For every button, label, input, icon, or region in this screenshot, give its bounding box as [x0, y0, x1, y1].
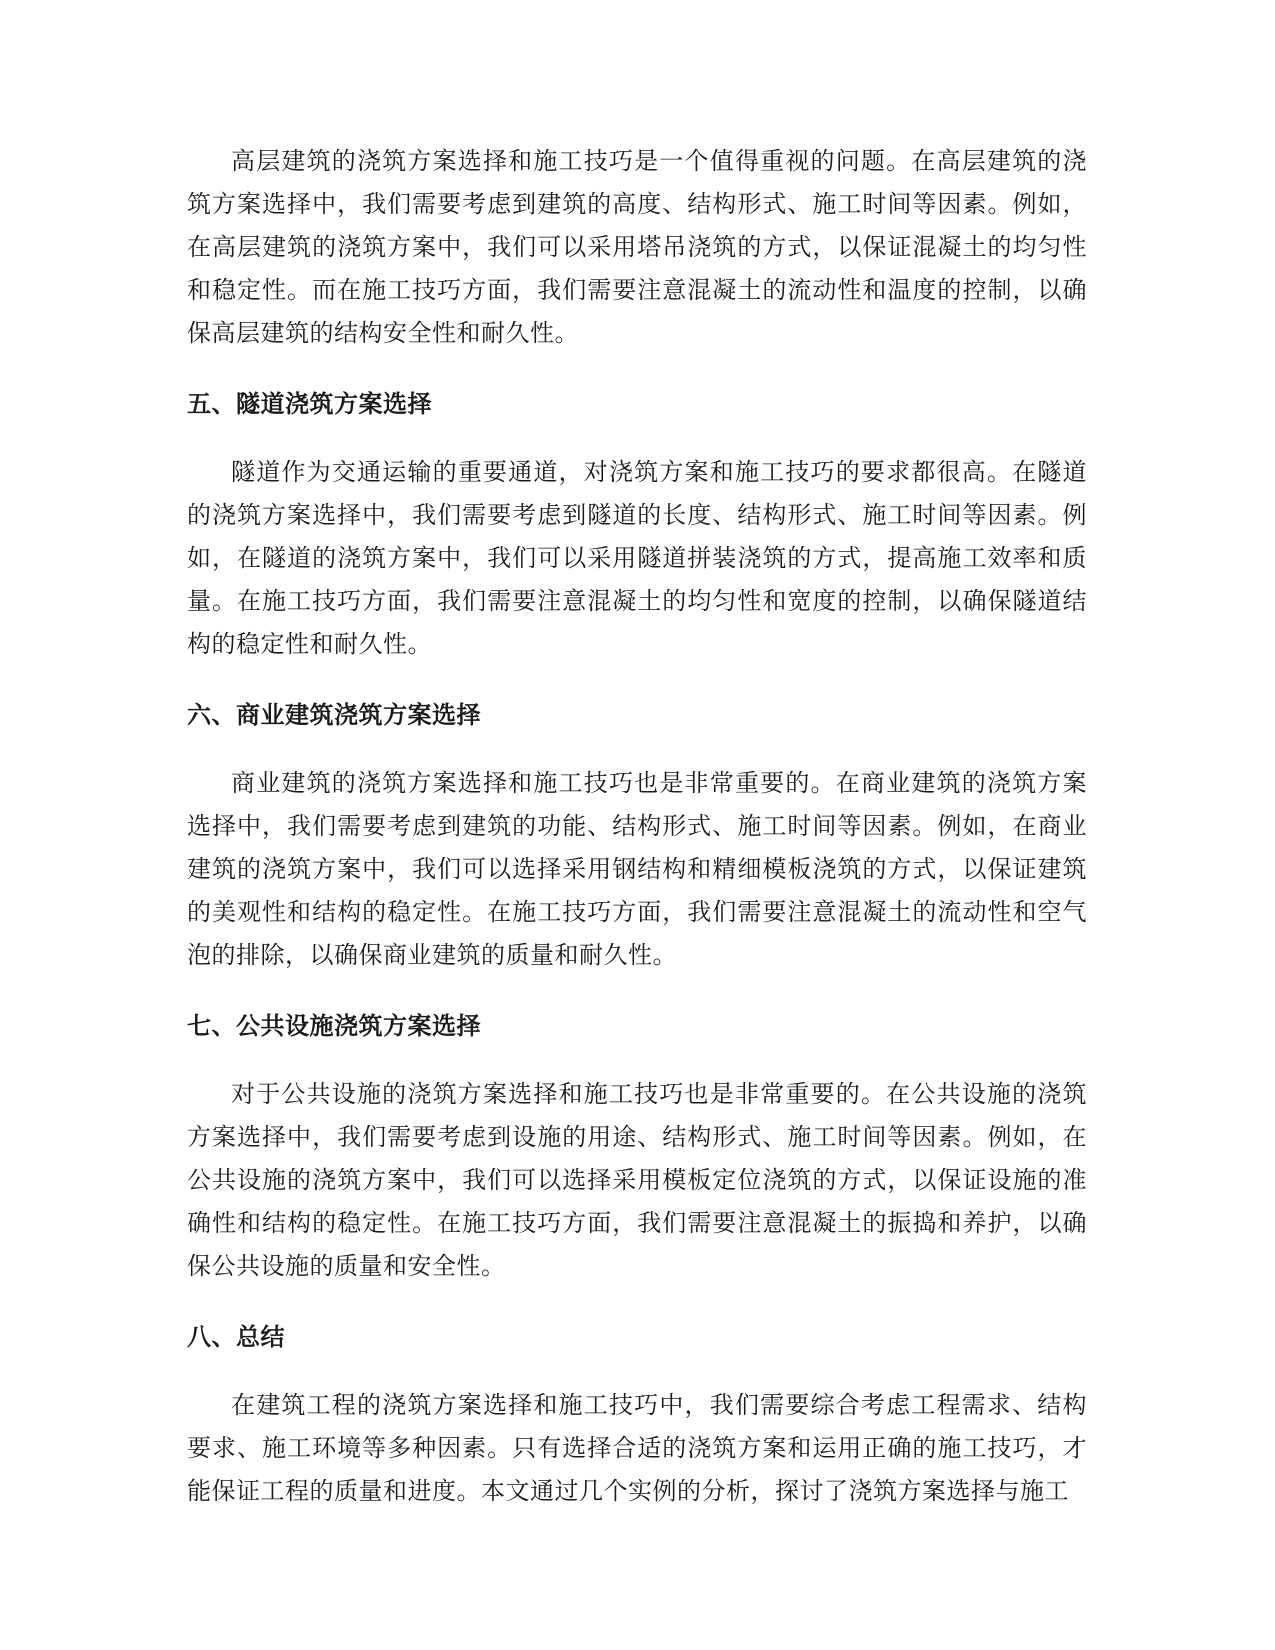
paragraph-public-facilities: 对于公共设施的浇筑方案选择和施工技巧也是非常重要的。在公共设施的浇筑方案选择中，我们需要考虑到设施的用途、结构形式、施工时间等因素。例如，在公共设施的浇筑方案中，我们可以选择采用模板定位浇筑的方式，以保证设施的准确性和结构的稳定性。在施工技巧方面，我们需要注意混凝土的振捣和养护，以确保公共设施的质量和安全性。: [187, 1080, 1087, 1280]
heading-summary: 八、总结: [187, 1323, 285, 1351]
paragraph-commercial: 商业建筑的浇筑方案选择和施工技巧也是非常重要的。在商业建筑的浇筑方案选择中，我们需要考虑到建筑的功能、结构形式、施工时间等因素。例如，在商业建筑的浇筑方案中，我们可以选择采用钢结构和精细模板浇筑的方式，以保证建筑的美观性和结构的稳定性。在施工技巧方面，我们需要注意混凝土的流动性和空气泡的排除，以确保商业建筑的质量和耐久性。: [187, 769, 1087, 969]
paragraph-tunnel: 隧道作为交通运输的重要通道，对浇筑方案和施工技巧的要求都很高。在隧道的浇筑方案选择中，我们需要考虑到隧道的长度、结构形式、施工时间等因素。例如，在隧道的浇筑方案中，我们可以采用隧道拼装浇筑的方式，提高施工效率和质量。在施工技巧方面，我们需要注意混凝土的均匀性和宽度的控制，以确保隧道结构的稳定性和耐久性。: [187, 458, 1087, 658]
paragraph-high-rise: 高层建筑的浇筑方案选择和施工技巧是一个值得重视的问题。在高层建筑的浇筑方案选择中，我们需要考虑到建筑的高度、结构形式、施工时间等因素。例如，在高层建筑的浇筑方案中，我们可以采用塔吊浇筑的方式，以保证混凝土的均匀性和稳定性。而在施工技巧方面，我们需要注意混凝土的流动性和温度的控制，以确保高层建筑的结构安全性和耐久性。: [187, 147, 1087, 347]
heading-commercial: 六、商业建筑浇筑方案选择: [187, 701, 481, 729]
paragraph-summary: 在建筑工程的浇筑方案选择和施工技巧中，我们需要综合考虑工程需求、结构要求、施工环境等多种因素。只有选择合适的浇筑方案和运用正确的施工技巧，才能保证工程的质量和进度。本文通过几个实例的分析，探讨了浇筑方案选择与施工: [187, 1391, 1087, 1505]
heading-public-facilities: 七、公共设施浇筑方案选择: [187, 1012, 481, 1040]
document-page: [187, 140, 1087, 1513]
heading-tunnel: 五、隧道浇筑方案选择: [187, 390, 432, 418]
